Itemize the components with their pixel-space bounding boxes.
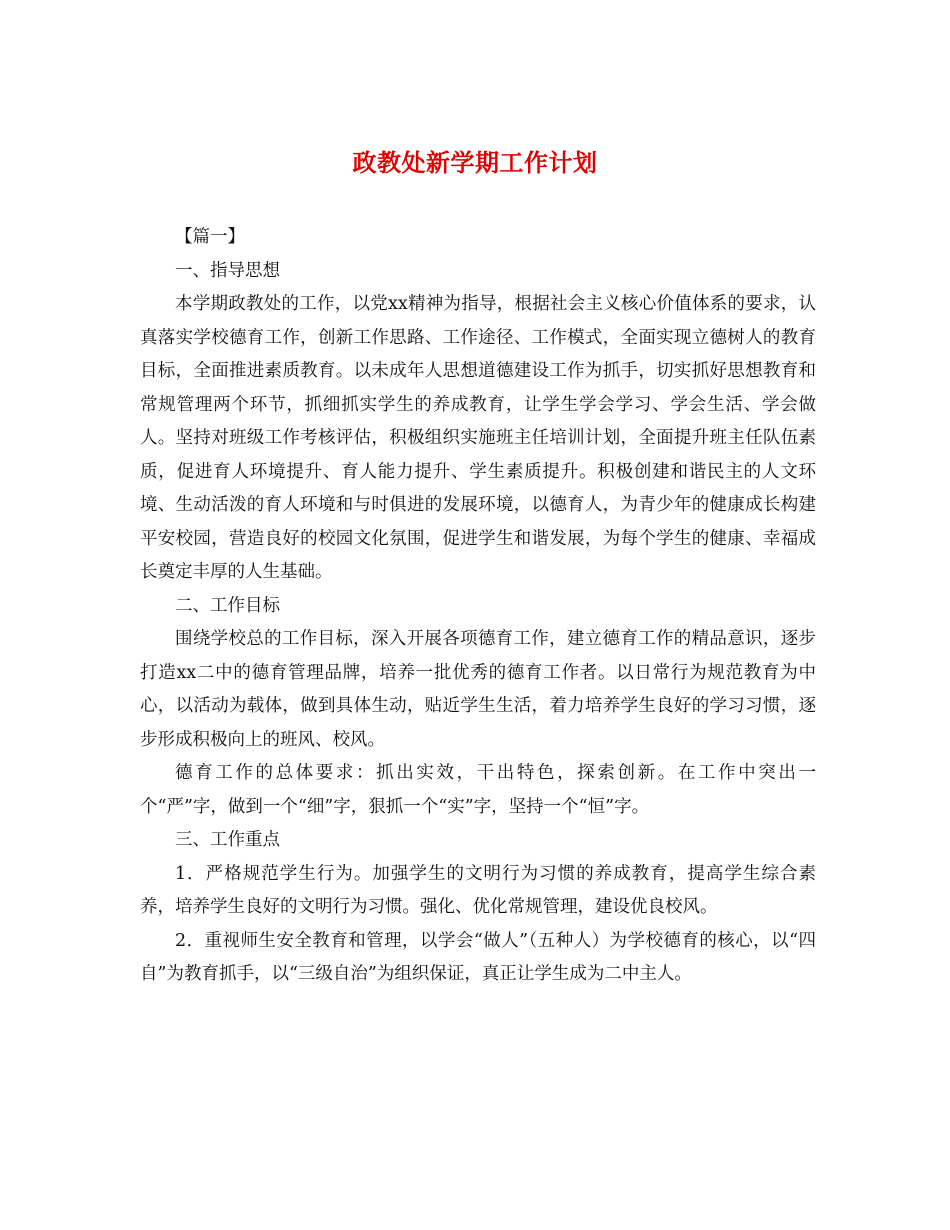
paragraph-work-goals: 围绕学校总的工作目标，深入开展各项德育工作，建立德育工作的精品意识，逐步打造xx二中的德育管理品牌，培养一批优秀的德育工作者。以日常行为规范教育为中心，以活动为载体，做到具体生动，贴近学生生活，着力培养学生良好的学习习惯，逐步形成积极向上的班风、校风。 — [140, 629, 816, 750]
paragraph-focus-item-2: 2．重视师生安全教育和管理，以学会“做人”（五种人）为学校德育的核心，以“四自”为教育抓手，以“三级自治”为组织保证，真正让学生成为二中主人。 — [140, 930, 816, 984]
paragraph-guiding-ideology: 本学期政教处的工作，以党xx精神为指导，根据社会主义核心价值体系的要求，认真落实学校德育工作，创新工作思路、工作途径、工作模式，全面实现立德树人的教育目标，全面推进素质教育。以未成年人思想道德建设工作为抓手，切实抓好思想教育和常规管理两个环节，抓细抓实学生的养成教育，让学生学会学习、学会生活、学会做人。坚持对班级工作考核评估，积极组织实施班主任培训计划，全面提升班主任队伍素质，促进育人环境提升、育人能力提升、学生素质提升。积极创建和谐民主的人文环境、生动活泼的育人环境和与时俱进的发展环境，以德育人，为青少年的健康成长构建平安校园，营造良好的校园文化氛围，促进学生和谐发展，为每个学生的健康、幸福成长奠定丰厚的人生基础。 — [140, 294, 816, 582]
document-title: 政教处新学期工作计划 — [352, 148, 598, 177]
paragraph-moral-requirements: 德育工作的总体要求：抓出实效，干出特色，探索创新。在工作中突出一个“严”字，做到一个“细”字，狠抓一个“实”字，坚持一个“恒”字。 — [140, 763, 816, 817]
document-body — [140, 221, 816, 992]
heading-work-focus: 三、工作重点 — [175, 830, 280, 850]
paragraph-focus-item-1: 1．严格规范学生行为。加强学生的文明行为习惯的养成教育，提高学生综合素养，培养学生良好的文明行为习惯。强化、优化常规管理，建设优良校风。 — [140, 863, 816, 917]
heading-work-goals: 二、工作目标 — [175, 595, 280, 616]
section-marker: 【篇一】 — [175, 227, 245, 247]
heading-guiding-ideology: 一、指导思想 — [175, 260, 280, 281]
